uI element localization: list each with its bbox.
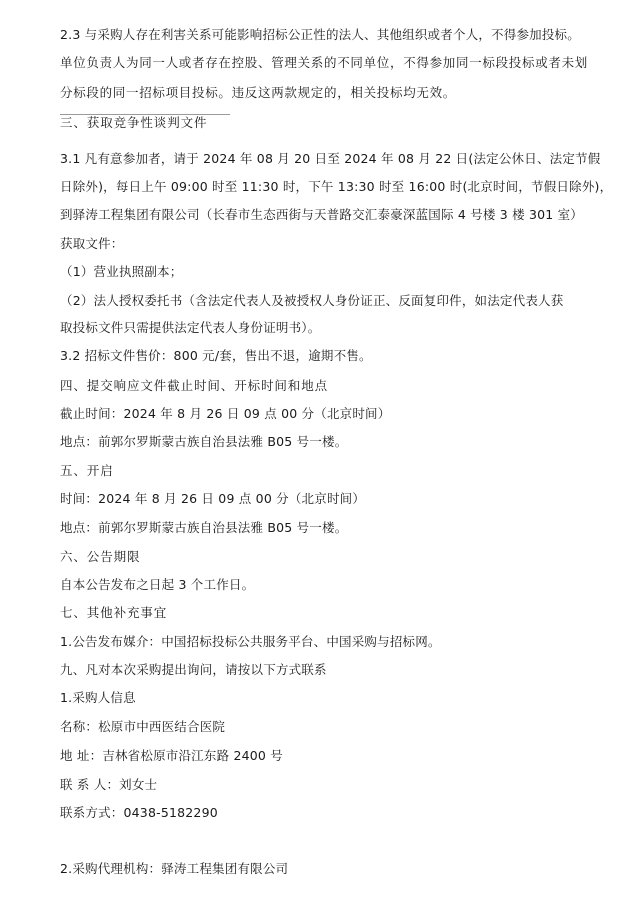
notice-period: 自本公告发布之日起 3 个工作日。 [60,577,255,592]
section-3-heading: 三、获取竞争性谈判文件 [60,115,208,130]
clause-3-1-line-2: 日除外)，每日上午 09:00 时至 11:30 时，下午 13:30 时至 16:00 时(北京时间，节假日除外)， [60,179,613,194]
section-7-heading: 七、其他补充事宜 [60,605,168,620]
procurement-agency: 2.采购代理机构：驿涛工程集团有限公司 [60,861,289,876]
section-6-heading: 六、公告期限 [60,549,141,564]
purchaser-contact-person: 联 系 人：刘女士 [60,777,158,792]
clause-2-3-line-2: 单位负责人为同一人或者存在控股、管理关系的不同单位，不得参加同一标段投标或者未划 [60,55,589,70]
requirement-1: （1）营业执照副本； [60,264,183,279]
clause-3-1-line-1: 3.1 凡有意参加者，请于 2024 年 08 月 20 日至 2024 年 08 月 22 日(法定公休日、法定节假 [60,151,601,166]
purchaser-address: 地 址：吉林省松原市沿江东路 2400 号 [60,748,283,763]
purchaser-info-heading: 1.采购人信息 [60,690,136,705]
opening-time: 时间：2024 年 8 月 26 日 09 点 00 分（北京时间） [60,491,366,506]
requirement-2-line-2: 取投标文件只需提供法定代表人身份证明书）。 [60,320,321,335]
purchaser-phone: 联系方式：0438-5182290 [60,805,218,820]
section-4-heading: 四、提交响应文件截止时间、开标时间和地点 [60,378,329,393]
section-5-heading: 五、开启 [60,463,114,478]
requirement-2-line-1: （2）法人授权委托书（含法定代表人及被授权人身份证正、反面复印件，如法定代表人获 [60,293,564,308]
publication-media: 1.公告发布媒介：中国招标投标公共服务平台、中国采购与招标网。 [60,634,441,649]
clause-3-1-line-3: 到驿涛工程集团有限公司（长春市生态西街与天普路交汇泰豪深蓝国际 4 号楼 3 楼 301 室） [60,207,584,222]
deadline-location: 地点：前郭尔罗斯蒙古族自治县法雅 B05 号一楼。 [60,434,348,449]
deadline-time: 截止时间：2024 年 8 月 26 日 09 点 00 分（北京时间） [60,406,391,421]
section-9-heading: 九、凡对本次采购提出询问，请按以下方式联系 [60,662,327,677]
opening-location: 地点：前郭尔罗斯蒙古族自治县法雅 B05 号一楼。 [60,520,348,535]
clause-2-3-line-1: 2.3 与采购人存在利害关系可能影响招标公正性的法人、其他组织或者个人，不得参加投标。 [60,27,580,42]
purchaser-name: 名称：松原市中西医结合医院 [60,719,226,734]
clause-2-3-line-3: 分标段的同一招标项目投标。违反这两款规定的，相关投标均无效。 [60,85,457,100]
clause-3-2: 3.2 招标文件售价：800 元/套，售出不退，逾期不售。 [60,348,372,363]
clause-3-1-line-4: 获取文件： [60,236,124,251]
